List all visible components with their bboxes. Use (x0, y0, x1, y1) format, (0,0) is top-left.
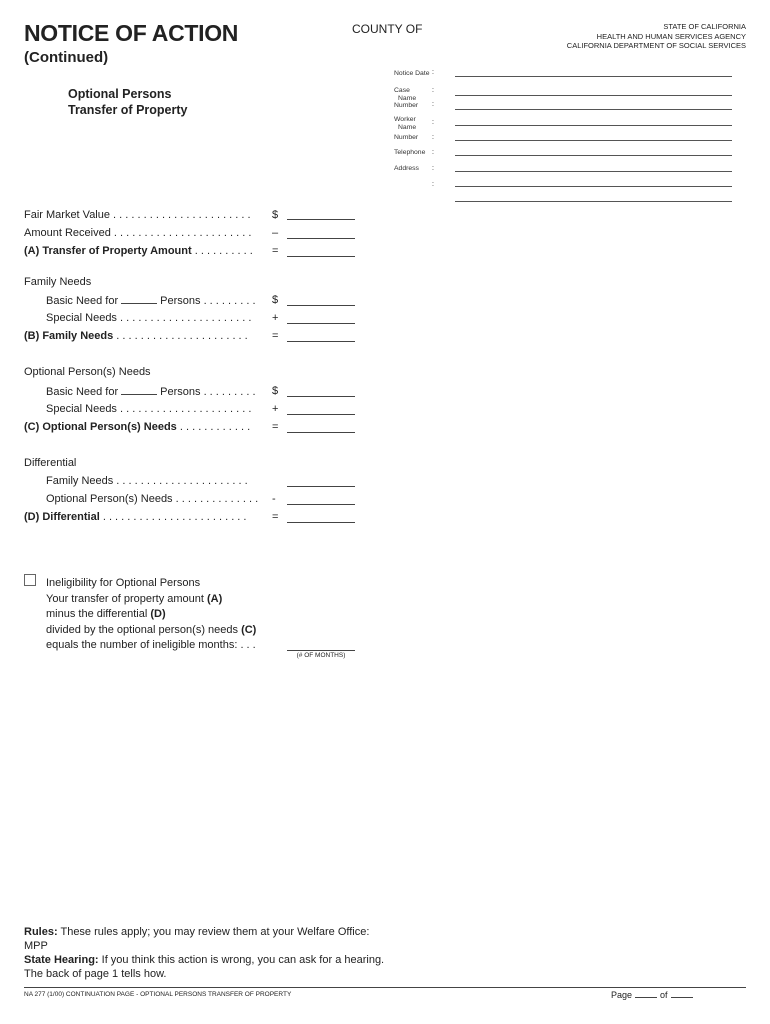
case-label: Case (394, 87, 410, 94)
plus-sign: + (272, 312, 279, 324)
colon: : (432, 181, 434, 188)
of-label: of (660, 990, 668, 1000)
address-field-2[interactable] (455, 186, 732, 187)
ref-a: (A) (207, 592, 223, 605)
worker-number-field[interactable] (455, 140, 732, 141)
plus-sign: + (272, 403, 279, 415)
section-heading-line: Transfer of Property (68, 103, 188, 117)
amount-received-label: Amount Received . . . . . . . . . . . . . . . . . . . . . . . (24, 227, 252, 239)
case-number-field[interactable] (455, 109, 732, 110)
section-heading-line: Optional Persons (68, 87, 172, 101)
ref-d: (D) (150, 608, 166, 620)
equals-sign: = (272, 511, 279, 523)
ineligibility-text (46, 576, 256, 654)
rules-block (24, 925, 404, 981)
worker-label: Worker (394, 116, 416, 123)
agency-line: CALIFORNIA DEPARTMENT OF SOCIAL SERVICES (566, 41, 746, 50)
leader-dots: . . . . . . . . . . . . . . . . . . . . . . . . (99, 511, 247, 523)
fair-market-value-field[interactable] (287, 219, 355, 220)
ineligibility-heading: Ineligibility for Optional Persons (46, 577, 201, 589)
page-total-field[interactable] (671, 989, 693, 998)
colon: : (432, 149, 434, 156)
equals-sign: = (272, 330, 279, 342)
optional-persons-field[interactable] (121, 385, 157, 395)
family-persons-field[interactable] (121, 294, 157, 304)
family-needs-total-label (24, 330, 248, 342)
worker-name-field[interactable] (455, 125, 732, 126)
optional-needs-heading: Optional Person(s) Needs (24, 366, 151, 378)
minus-sign: – (272, 227, 279, 239)
optional-needs-total-text: (C) Optional Person(s) Needs (24, 421, 177, 433)
page-current-field[interactable] (635, 989, 657, 998)
ref-c: (C) (241, 623, 257, 636)
ineligibility-checkbox[interactable] (24, 574, 36, 586)
address-field-3[interactable] (455, 201, 732, 202)
hearing-label: State Hearing: (24, 954, 99, 966)
case-name-field[interactable] (455, 95, 732, 96)
agency-line: HEALTH AND HUMAN SERVICES AGENCY (596, 31, 746, 41)
worker-name-label (394, 116, 416, 131)
colon: : (432, 87, 434, 94)
mpp-label: MPP (24, 940, 48, 952)
differential-total-label (24, 511, 246, 523)
notice-date-label: Notice Date (394, 70, 430, 77)
ineligibility-line (46, 592, 256, 608)
rules-label: Rules: (24, 926, 58, 938)
basic-need-prefix: Basic Need for (46, 295, 119, 307)
dollar-sign: $ (272, 294, 279, 306)
agency-block (567, 22, 746, 51)
leader-dots: . . . . . . . . . . . . (176, 421, 251, 433)
section-heading (68, 86, 187, 118)
months-label: (# OF MONTHS) (296, 652, 346, 659)
transfer-amount-label (24, 245, 253, 257)
family-basic-need-label (46, 294, 256, 307)
transfer-amount-text: (A) Transfer of Property Amount (24, 245, 192, 257)
leader-dots: . . . . . . . . . . . . . . . . . . . . . . (113, 330, 248, 342)
family-special-needs-label: Special Needs . . . . . . . . . . . . . . . . . . . . . . (46, 312, 252, 324)
address-field-1[interactable] (455, 171, 732, 172)
family-needs-total-field[interactable] (287, 341, 355, 342)
leader-dots: . . . . . . . . . . (191, 245, 253, 257)
family-needs-total-text: (B) Family Needs (24, 330, 114, 342)
form-title: NOTICE OF ACTION (24, 20, 239, 46)
colon: : (432, 101, 434, 108)
differential-total-text: (D) Differential (24, 511, 100, 523)
family-special-needs-field[interactable] (287, 323, 355, 324)
basic-need-suffix: Persons . . . . . . . . . (160, 295, 256, 307)
amount-received-field[interactable] (287, 238, 355, 239)
page-label: Page (611, 990, 633, 1000)
hearing-text: If you think this action is wrong, you can ask for a hearing. The back of page 1 tells how. (24, 954, 385, 980)
colon: : (432, 69, 434, 76)
colon: : (432, 134, 434, 141)
worker-number-label: Number (394, 134, 419, 141)
differential-total-field[interactable] (287, 522, 355, 523)
case-number-label: Number (394, 102, 419, 109)
family-basic-need-field[interactable] (287, 305, 355, 306)
rules-line (24, 925, 404, 939)
differential-family-needs-field[interactable] (287, 486, 355, 487)
differential-family-needs-label: Family Needs . . . . . . . . . . . . . . . . . . . . . . (46, 475, 248, 487)
equals-sign: = (272, 245, 279, 257)
line-text: minus the differential (46, 608, 151, 620)
ineligibility-line (46, 607, 256, 623)
differential-heading: Differential (24, 457, 77, 469)
footer-divider (24, 987, 746, 988)
fair-market-value-label: Fair Market Value . . . . . . . . . . . . . . . . . . . . . . . (24, 209, 251, 221)
ineligibility-line: equals the number of ineligible months: . . . (46, 639, 256, 651)
case-name-label (394, 87, 416, 102)
differential-optional-needs-field[interactable] (287, 504, 355, 505)
optional-special-needs-label: Special Needs . . . . . . . . . . . . . . . . . . . . . . (46, 403, 252, 415)
optional-needs-total-field[interactable] (287, 432, 355, 433)
minus-sign: - (272, 493, 276, 505)
page-number (611, 989, 696, 1000)
optional-needs-total-label (24, 421, 250, 433)
telephone-field[interactable] (455, 155, 732, 156)
optional-basic-need-label (46, 385, 256, 398)
transfer-amount-field[interactable] (287, 256, 355, 257)
months-field[interactable] (287, 650, 355, 651)
colon: : (432, 119, 434, 126)
equals-sign: = (272, 421, 279, 433)
dollar-sign: $ (272, 385, 279, 397)
telephone-label: Telephone (394, 149, 426, 156)
form-subtitle: (Continued) (24, 49, 109, 66)
name-label: Name (398, 94, 417, 102)
basic-need-suffix: Persons . . . . . . . . . (160, 386, 256, 398)
name-label: Name (398, 123, 417, 131)
county-label: COUNTY OF (352, 22, 423, 36)
optional-basic-need-field[interactable] (287, 396, 355, 397)
family-needs-heading: Family Needs (24, 276, 92, 288)
notice-date-field[interactable] (455, 76, 732, 77)
colon: : (432, 165, 434, 172)
rules-text: These rules apply; you may review them at your Welfare Office: (57, 926, 370, 938)
line-text: divided by the optional person(s) needs (46, 623, 242, 636)
basic-need-prefix: Basic Need for (46, 386, 119, 398)
agency-line: STATE OF CALIFORNIA (663, 22, 746, 31)
dollar-sign: $ (272, 209, 279, 221)
optional-special-needs-field[interactable] (287, 414, 355, 415)
form-id: NA 277 (1/00) CONTINUATION PAGE - OPTIONAL PERSONS TRANSFER OF PROPERTY (24, 991, 292, 998)
line-text: Your transfer of property amount (46, 592, 208, 605)
address-label: Address (394, 165, 419, 172)
hearing-line (24, 953, 404, 981)
ineligibility-line (46, 623, 256, 639)
differential-optional-needs-label: Optional Person(s) Needs . . . . . . . . . . . . . . (46, 493, 259, 505)
